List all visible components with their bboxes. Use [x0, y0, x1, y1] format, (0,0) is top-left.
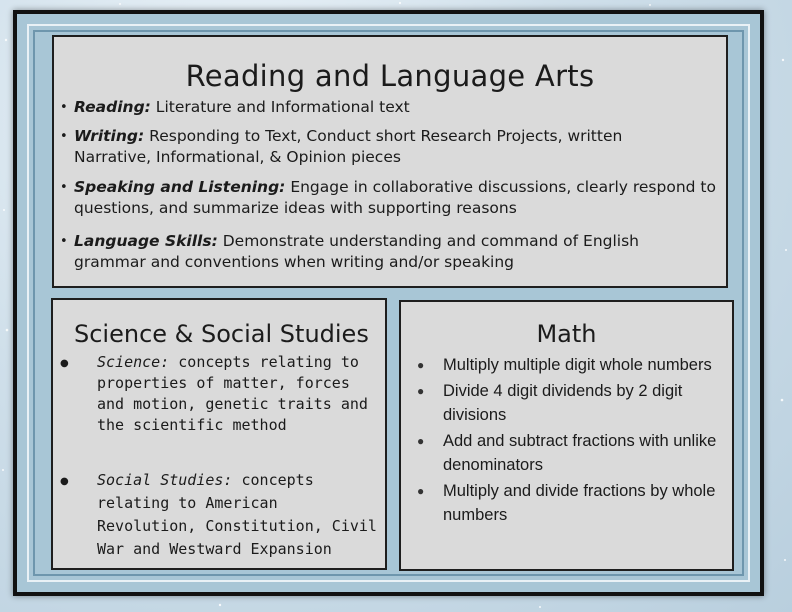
- bullet-dot-icon: •: [60, 234, 68, 249]
- bullet-term: Language Skills:: [74, 232, 218, 250]
- math-bullet-list: [415, 353, 725, 529]
- bullet-dot-icon: •: [60, 129, 68, 144]
- reading-language-arts-panel: [52, 35, 728, 288]
- bullet-term: Social Studies:: [97, 471, 233, 489]
- bullet-text: Engage in collaborative discussions, clearly respond to: [285, 178, 716, 196]
- math-title: Math: [536, 320, 597, 348]
- bullet-text-continued: questions, and summarize ideas with supporting reasons: [74, 199, 517, 217]
- bullet-dot-icon: ●: [60, 358, 69, 369]
- bullet-text: Responding to Text, Conduct short Research Projects, written: [144, 127, 623, 145]
- science-social-studies-title: Science & Social Studies: [74, 320, 369, 348]
- list-item: [415, 379, 725, 428]
- science-bullet: [97, 352, 377, 436]
- bullet-text: concepts relating to properties of matter, forces and motion, genetic traits and the scientific method: [97, 353, 368, 434]
- bullet-text: concepts relating to American Revolution, Constitution, Civil War and Westward Expansion: [97, 471, 377, 558]
- bullet-text-continued: grammar and conventions when writing and/or speaking: [74, 253, 515, 271]
- bullet-text: Demonstrate understanding and command of English: [217, 232, 639, 250]
- writing-bullet: [60, 126, 726, 168]
- social-studies-bullet: [97, 469, 377, 561]
- bullet-dot-icon: ●: [417, 483, 425, 498]
- speaking-listening-bullet: [60, 177, 726, 219]
- reading-language-arts-title: Reading and Language Arts: [185, 59, 595, 93]
- bullet-dot-icon: ●: [60, 476, 69, 487]
- bullet-text-continued: Narrative, Informational, & Opinion pieces: [74, 148, 401, 166]
- list-item-text: Multiply and divide fractions by whole numbers: [443, 481, 716, 524]
- bullet-dot-icon: ●: [417, 433, 425, 448]
- science-social-studies-panel: [51, 298, 387, 570]
- bullet-dot-icon: •: [60, 180, 68, 195]
- language-skills-bullet: [60, 231, 726, 273]
- list-item: [415, 353, 725, 378]
- bullet-term: Writing:: [74, 127, 145, 145]
- math-panel: [399, 300, 734, 571]
- bullet-dot-icon: •: [60, 100, 68, 115]
- list-item: [415, 429, 725, 478]
- bullet-term: Reading:: [74, 98, 151, 116]
- bullet-text: Literature and Informational text: [150, 98, 410, 116]
- list-item-text: Divide 4 digit dividends by 2 digit divisions: [443, 381, 683, 424]
- reading-bullet: [60, 97, 726, 118]
- bullet-term: Science:: [97, 353, 170, 371]
- list-item-text: Add and subtract fractions with unlike denominators: [443, 431, 717, 474]
- list-item-text: Multiply multiple digit whole numbers: [443, 356, 712, 374]
- list-item: [415, 479, 725, 528]
- bullet-term: Speaking and Listening:: [74, 178, 286, 196]
- bullet-dot-icon: ●: [417, 358, 425, 372]
- bullet-dot-icon: ●: [417, 383, 425, 398]
